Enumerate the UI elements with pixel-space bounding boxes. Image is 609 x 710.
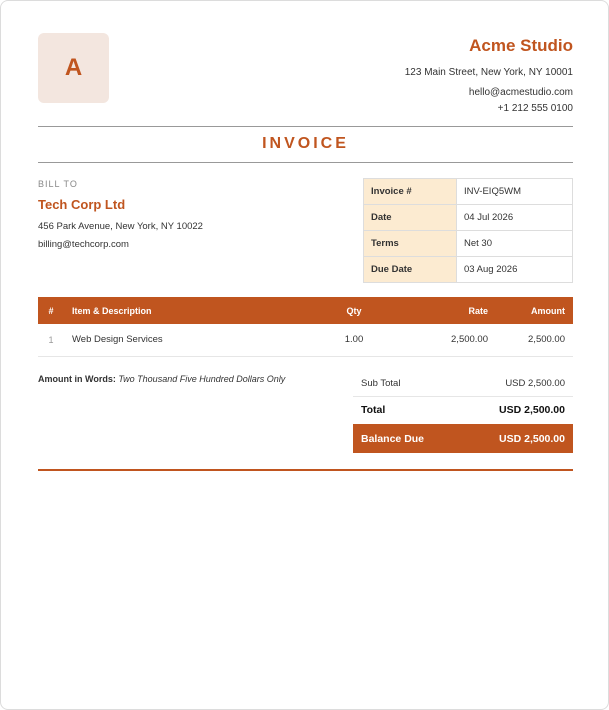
company-info [405, 35, 573, 117]
title-divider [38, 162, 573, 163]
amount-in-words [38, 374, 285, 384]
subtotal-value: USD 2,500.00 [505, 378, 565, 389]
meta-key: Terms [364, 231, 457, 257]
table-header-row [38, 297, 573, 324]
meta-value: INV-EIQ5WM [457, 179, 573, 205]
table-row [38, 324, 573, 356]
client-address: 456 Park Avenue, New York, NY 10022 [38, 221, 203, 232]
total-value: USD 2,500.00 [499, 404, 565, 416]
subtotal-label: Sub Total [361, 378, 401, 389]
row-description: Web Design Services [64, 324, 314, 356]
meta-value: 04 Jul 2026 [457, 205, 573, 231]
amount-in-words-label: Amount in Words: [38, 374, 116, 384]
company-address: 123 Main Street, New York, NY 10001 [404, 67, 573, 78]
amount-in-words-value: Two Thousand Five Hundred Dollars Only [118, 374, 286, 384]
balance-due-value: USD 2,500.00 [499, 432, 565, 445]
balance-due-label: Balance Due [361, 432, 425, 445]
bill-to-label: BILL TO [38, 179, 78, 189]
meta-row-terms [364, 231, 573, 257]
meta-row-date [364, 205, 573, 231]
company-name: Acme Studio [469, 36, 573, 55]
invoice-title: INVOICE [262, 135, 349, 152]
header-qty: Qty [314, 297, 394, 324]
company-email: hello@acmestudio.com [468, 87, 573, 98]
row-qty: 1.00 [314, 324, 394, 356]
company-logo [38, 33, 109, 103]
meta-row-due-date [364, 257, 573, 283]
meta-key: Due Date [364, 257, 457, 283]
row-amount: 2,500.00 [496, 324, 573, 356]
header-amount: Amount [496, 297, 573, 324]
header-number: # [38, 297, 64, 324]
meta-value: Net 30 [457, 231, 573, 257]
client-name: Tech Corp Ltd [38, 197, 126, 212]
logo-letter: A [64, 54, 83, 81]
header-rate: Rate [394, 297, 496, 324]
company-phone: +1 212 555 0100 [497, 103, 573, 114]
totals-section [353, 371, 573, 453]
total-label: Total [361, 404, 386, 416]
total-row [353, 397, 573, 423]
bill-to-section [38, 179, 203, 254]
subtotal-row [353, 371, 573, 397]
meta-row-invoice-number [364, 179, 573, 205]
balance-due-row [353, 424, 573, 453]
footer-divider [38, 469, 573, 471]
header-description: Item & Description [64, 297, 314, 324]
invoice-meta-table [363, 178, 573, 283]
line-items-table [38, 297, 573, 357]
meta-key: Date [364, 205, 457, 231]
client-email: billing@techcorp.com [38, 239, 129, 250]
header-divider [38, 126, 573, 127]
meta-value: 03 Aug 2026 [457, 257, 573, 283]
row-number: 1 [38, 324, 64, 356]
meta-key: Invoice # [364, 179, 457, 205]
row-rate: 2,500.00 [394, 324, 496, 356]
